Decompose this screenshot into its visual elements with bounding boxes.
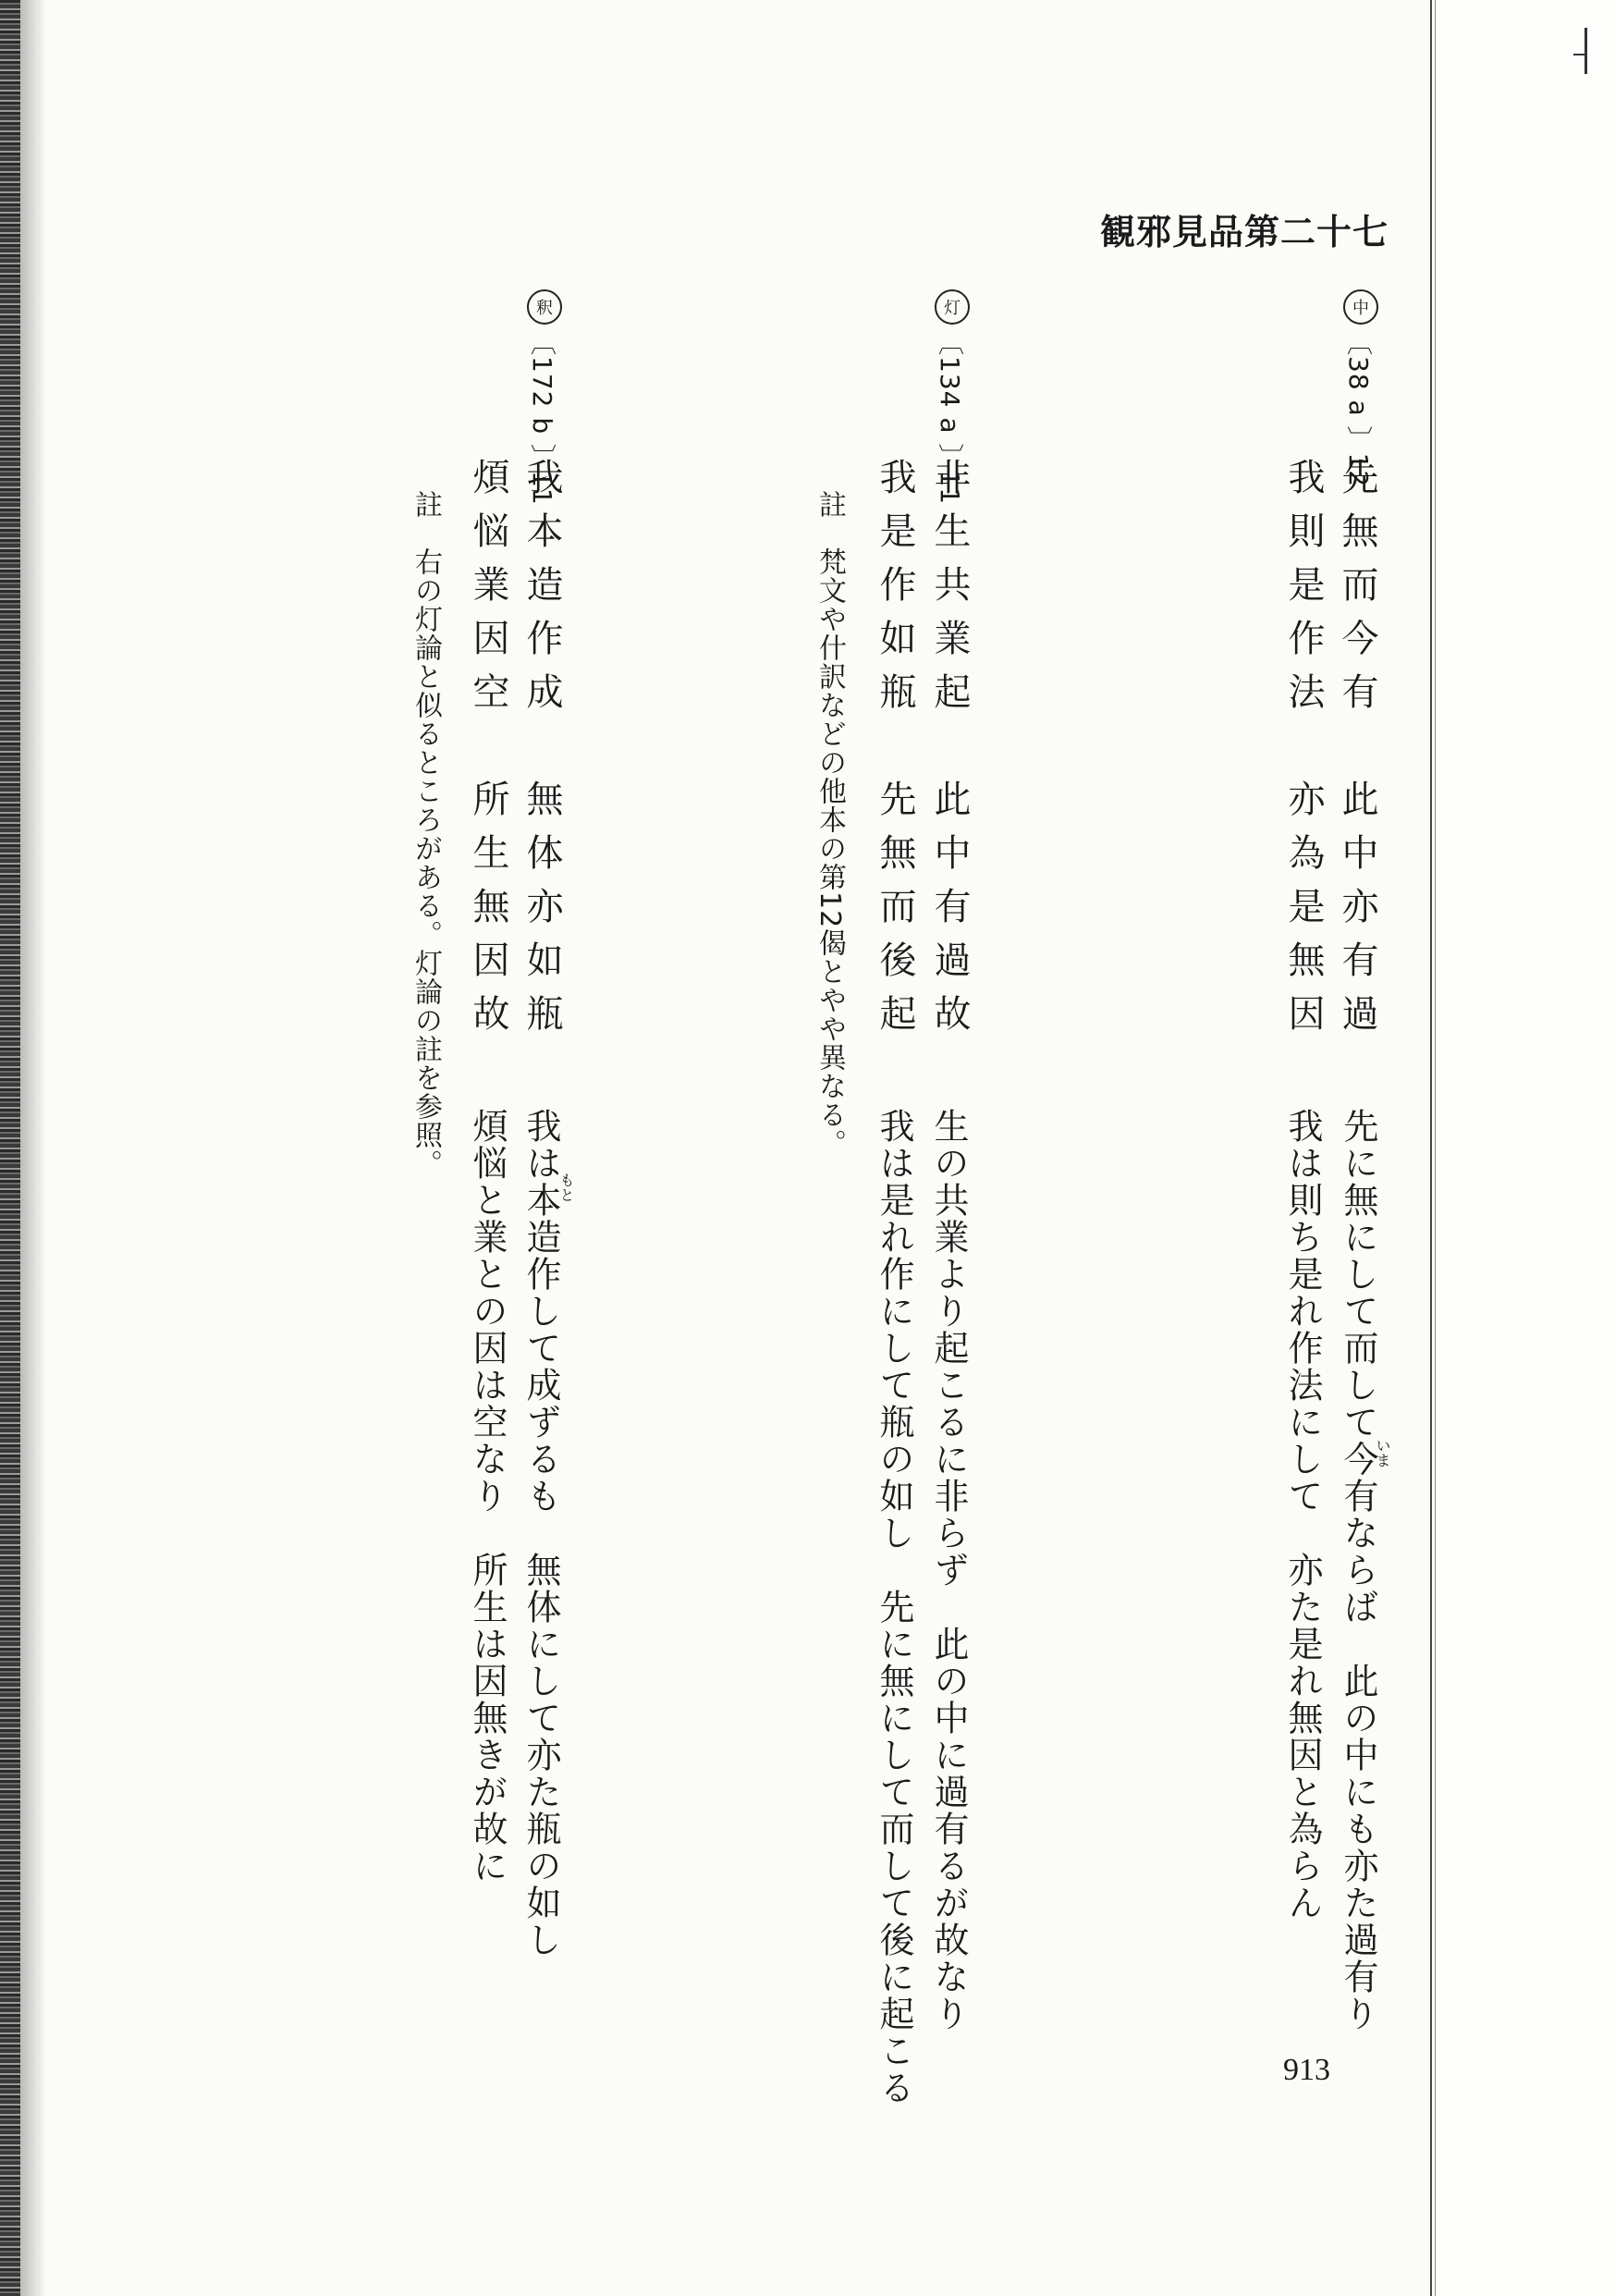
- verse-line: 我則是作法 亦為是無因: [1282, 458, 1325, 1048]
- scan-mark: [1573, 54, 1586, 55]
- kundoku-line: 我は是れ作にして瓶の如し 先に無にして而して後に起こる: [874, 1108, 914, 2106]
- kundoku-line: 先に無にして而して今有ならば 此の中にも亦た過有り: [1338, 1108, 1378, 2032]
- footnote: 註 右の灯論と似るところがある。灯論の註を参照。: [410, 490, 442, 1178]
- footnote: 註 梵文や什訳などの他本の第12偈とやや異なる。: [814, 490, 846, 1159]
- kundoku-line: 煩悩と業との因は空なり 所生は因無きが故に: [467, 1108, 508, 1885]
- binding-edge: [0, 0, 20, 2296]
- kundoku-line: 我は則ち是れ作法にして 亦た是れ無因と為らん: [1282, 1108, 1323, 1922]
- section-mark: 中: [1343, 289, 1378, 325]
- ruby-annotation: いま: [1374, 1438, 1391, 1467]
- verse-reference: 〔134 a 〕11: [935, 329, 965, 506]
- running-head: 観邪見品第二十七: [1100, 212, 1389, 252]
- ruby-annotation: もと: [557, 1173, 575, 1202]
- section-mark: 灯: [935, 289, 970, 325]
- verse-reference: 〔38 a 〕12: [1343, 329, 1374, 488]
- kundoku-line: 生の共業より起こるに非らず 此の中に過有るが故なり: [928, 1108, 969, 2032]
- verse-reference: 〔172 b 〕11: [527, 329, 557, 506]
- scan-mark: [1584, 28, 1587, 74]
- section-mark: 釈: [527, 289, 562, 325]
- page-number: 913: [1283, 2053, 1330, 2087]
- verse-line: 我本造作成 無体亦如瓶: [520, 458, 563, 1048]
- verse-line: 我是作如瓶 先無而後起: [874, 458, 916, 1048]
- verse-line: 非生共業起 此中有過故: [928, 458, 971, 1048]
- binding-shadow: [20, 0, 46, 2296]
- kundoku-line: 我は本造作して成ずるも 無体にして亦た瓶の如し: [520, 1108, 561, 1958]
- page-edge-rule: [1430, 0, 1432, 2296]
- right-margin: [1436, 0, 1615, 2296]
- verse-line: 先無而今有 此中亦有過: [1336, 458, 1378, 1048]
- verse-line: 煩悩業因空 所生無因故: [467, 458, 509, 1048]
